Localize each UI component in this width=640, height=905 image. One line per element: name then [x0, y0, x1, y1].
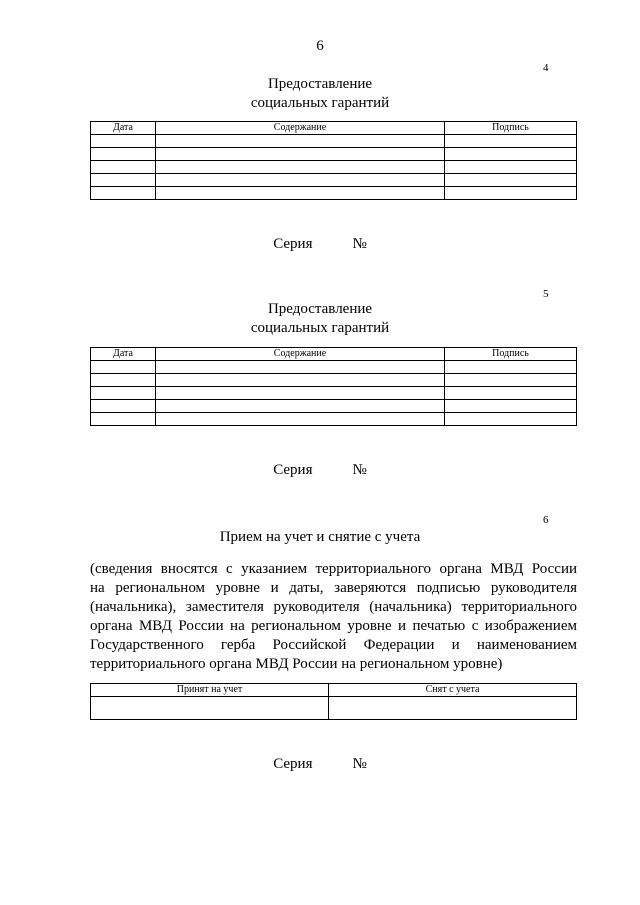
note-line: органа МВД России на региональном уровне и печатью с изображением [90, 618, 577, 634]
column-header-content: Содержание [156, 348, 445, 361]
content-cell[interactable] [156, 187, 445, 200]
series-label: Серия [273, 756, 313, 772]
signature-cell[interactable] [445, 174, 577, 187]
content-cell[interactable] [156, 135, 445, 148]
content-cell[interactable] [156, 374, 445, 387]
date-cell[interactable] [91, 135, 156, 148]
date-cell[interactable] [91, 361, 156, 374]
social-guarantees-table [90, 347, 577, 426]
column-header-date: Дата [91, 122, 156, 135]
table-header-row [91, 122, 577, 135]
table-row [91, 400, 577, 413]
date-cell[interactable] [91, 187, 156, 200]
table-row [91, 374, 577, 387]
section-title-line: Предоставление [267, 76, 373, 92]
date-cell[interactable] [91, 387, 156, 400]
note-line: территориального органа МВД России на региональном уровне) [90, 656, 503, 672]
table-row [91, 361, 577, 374]
section-number: 6 [543, 514, 549, 526]
section-title [0, 75, 640, 113]
series-line [0, 236, 640, 253]
content-cell[interactable] [156, 413, 445, 426]
signature-cell[interactable] [445, 374, 577, 387]
number-sign: № [352, 236, 367, 252]
number-sign: № [352, 756, 367, 772]
column-header-date: Дата [91, 348, 156, 361]
page-number: 6 [316, 38, 324, 54]
section-number: 5 [543, 288, 549, 300]
content-cell[interactable] [156, 387, 445, 400]
table-row [91, 387, 577, 400]
table-row [91, 148, 577, 161]
registration-title: Прием на учет и снятие с учета [219, 529, 421, 545]
content-cell[interactable] [156, 161, 445, 174]
table-row [91, 187, 577, 200]
table-header-row [91, 684, 577, 697]
date-cell[interactable] [91, 413, 156, 426]
signature-cell[interactable] [445, 148, 577, 161]
column-header-registered: Принят на учет [91, 684, 329, 697]
content-cell[interactable] [156, 174, 445, 187]
table-header-row [91, 348, 577, 361]
column-header-signature: Подпись [445, 122, 577, 135]
date-cell[interactable] [91, 400, 156, 413]
signature-cell[interactable] [445, 387, 577, 400]
note-line: на региональном уровне и даты, заверяются подписью руководителя [90, 580, 577, 596]
date-cell[interactable] [91, 161, 156, 174]
signature-cell[interactable] [445, 361, 577, 374]
series-label: Серия [273, 236, 313, 252]
signature-cell[interactable] [445, 413, 577, 426]
section-title [0, 300, 640, 338]
signature-cell[interactable] [445, 161, 577, 174]
section-title-line: социальных гарантий [250, 95, 390, 111]
table-row [91, 135, 577, 148]
signature-cell[interactable] [445, 400, 577, 413]
note-line: Государственного герба Российской Федерации и наименованием [90, 637, 577, 653]
content-cell[interactable] [156, 148, 445, 161]
series-label: Серия [273, 462, 313, 478]
note-line: (начальника), заместителя руководителя (начальника) территориального [90, 599, 577, 615]
signature-cell[interactable] [445, 187, 577, 200]
number-sign: № [352, 462, 367, 478]
deregistered-cell[interactable] [329, 697, 577, 720]
table-row [91, 174, 577, 187]
social-guarantees-table [90, 121, 577, 200]
table-row [91, 697, 577, 720]
column-header-deregistered: Снят с учета [329, 684, 577, 697]
series-line [0, 756, 640, 773]
table-row [91, 161, 577, 174]
series-line [0, 462, 640, 479]
column-header-signature: Подпись [445, 348, 577, 361]
date-cell[interactable] [91, 174, 156, 187]
column-header-content: Содержание [156, 122, 445, 135]
date-cell[interactable] [91, 148, 156, 161]
section-title-line: социальных гарантий [250, 320, 390, 336]
signature-cell[interactable] [445, 135, 577, 148]
section-title-line: Предоставление [267, 301, 373, 317]
registration-table [90, 683, 577, 720]
date-cell[interactable] [91, 374, 156, 387]
content-cell[interactable] [156, 361, 445, 374]
note-line: (сведения вносятся с указанием территориального органа МВД России [90, 561, 577, 577]
table-row [91, 413, 577, 426]
registered-cell[interactable] [91, 697, 329, 720]
content-cell[interactable] [156, 400, 445, 413]
registration-note [90, 560, 577, 674]
section-number: 4 [543, 62, 549, 74]
